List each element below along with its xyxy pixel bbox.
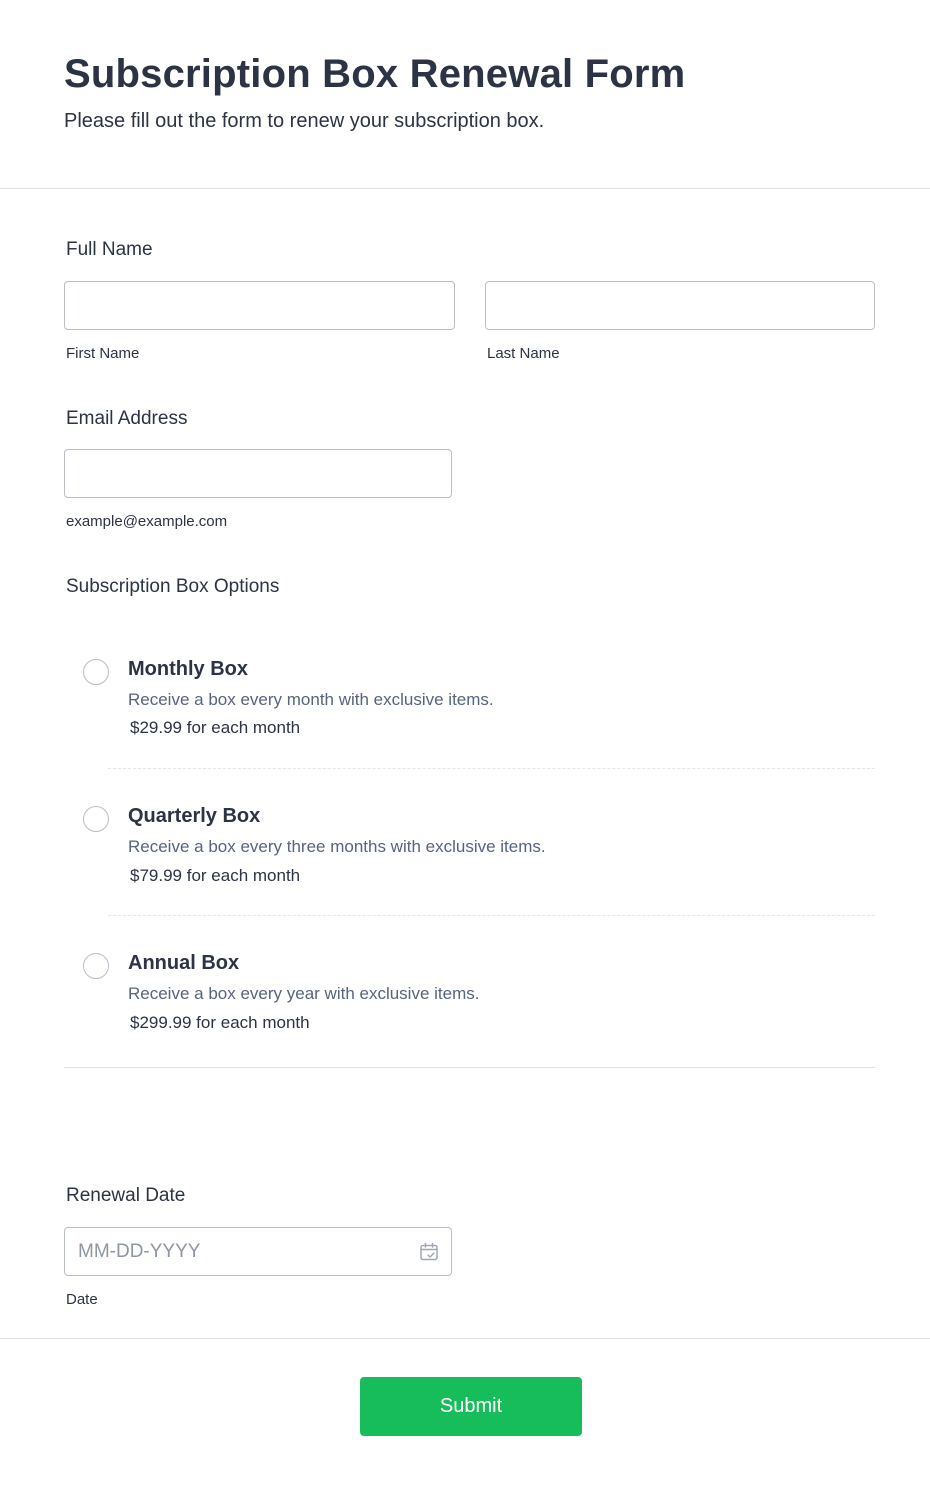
footer-divider <box>0 1338 930 1339</box>
monthly-box-title: Monthly Box <box>128 658 248 680</box>
renewal-date-label: Renewal Date <box>66 1185 186 1206</box>
annual-box-price-amount: $299.99 <box>130 1013 192 1032</box>
monthly-box-radio[interactable] <box>83 659 109 685</box>
full-name-label: Full Name <box>66 239 153 260</box>
annual-box-radio[interactable] <box>83 953 109 979</box>
form-header <box>0 0 930 189</box>
monthly-box-price-suffix: for each month <box>182 718 301 737</box>
last-name-sublabel: Last Name <box>487 345 560 362</box>
quarterly-box-description: Receive a box every three months with exclusive items. <box>128 837 546 856</box>
quarterly-box-title: Quarterly Box <box>128 805 261 827</box>
form-title: Subscription Box Renewal Form <box>64 52 686 96</box>
first-name-sublabel: First Name <box>66 345 140 362</box>
options-label: Subscription Box Options <box>66 576 280 597</box>
annual-box-description: Receive a box every year with exclusive items. <box>128 984 480 1003</box>
calendar-icon[interactable] <box>418 1241 440 1263</box>
option-divider <box>108 768 875 769</box>
email-sublabel: example@example.com <box>66 513 228 530</box>
option-annual-box[interactable] <box>64 935 875 1075</box>
first-name-input[interactable] <box>64 281 455 330</box>
annual-box-title: Annual Box <box>128 952 240 974</box>
monthly-box-price-amount: $29.99 <box>130 718 182 737</box>
annual-box-price-suffix: for each month <box>191 1013 310 1032</box>
quarterly-box-price-suffix: for each month <box>182 866 301 885</box>
monthly-box-price <box>130 718 300 738</box>
submit-button[interactable]: Submit <box>360 1377 582 1436</box>
annual-box-price <box>130 1013 310 1033</box>
quarterly-box-price <box>130 866 300 886</box>
email-label: Email Address <box>66 408 188 429</box>
quarterly-box-radio[interactable] <box>83 806 109 832</box>
monthly-box-description: Receive a box every month with exclusive items. <box>128 690 494 709</box>
email-input[interactable] <box>64 449 452 498</box>
quarterly-box-price-amount: $79.99 <box>130 866 182 885</box>
form-subtitle: Please fill out the form to renew your subscription box. <box>64 110 545 132</box>
last-name-input[interactable] <box>485 281 875 330</box>
option-quarterly-box[interactable] <box>64 788 875 928</box>
option-divider <box>108 915 875 916</box>
options-bottom-divider <box>64 1067 875 1068</box>
renewal-date-input[interactable] <box>64 1227 452 1276</box>
option-monthly-box[interactable] <box>64 640 875 780</box>
renewal-date-sublabel: Date <box>66 1291 98 1308</box>
